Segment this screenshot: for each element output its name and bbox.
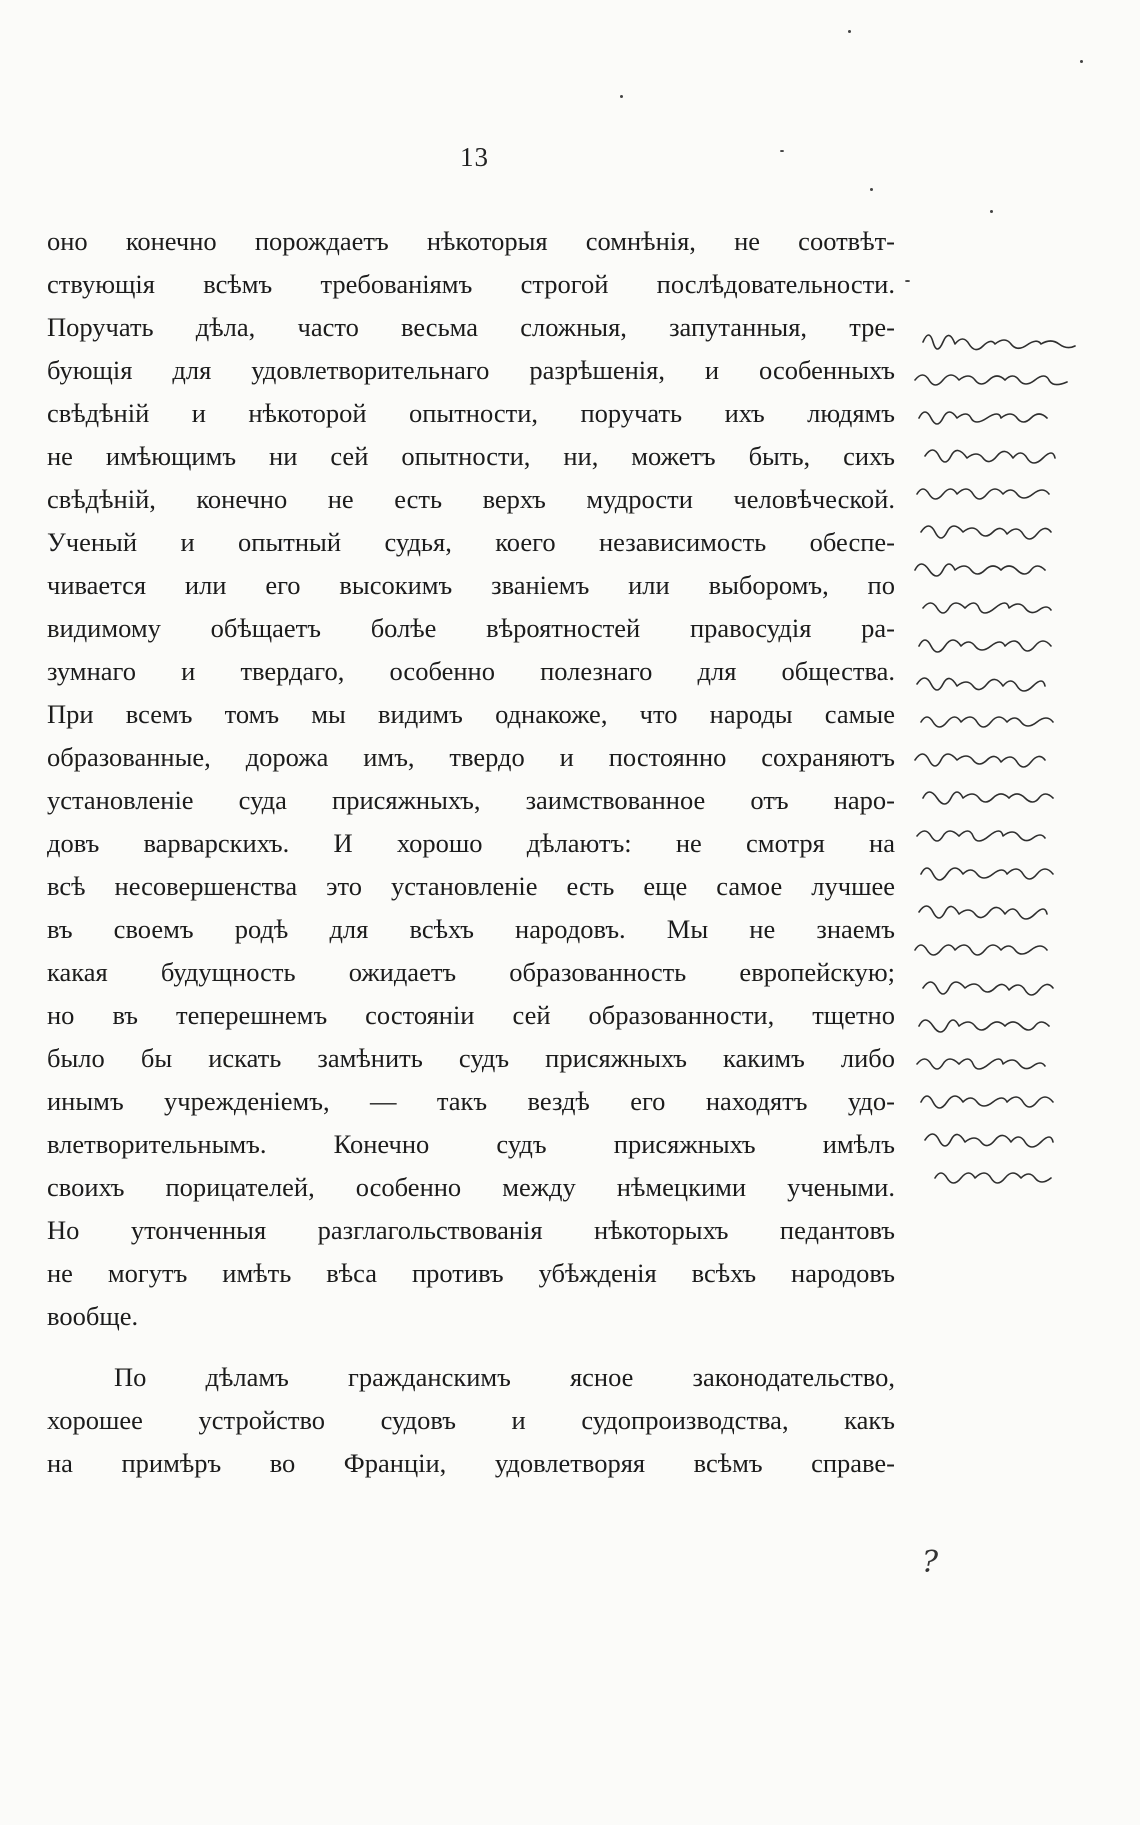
text-line: свѣдѣній и нѣкоторой опытности, поручать ихъ людямъ — [47, 398, 895, 428]
speck-mark — [1080, 60, 1083, 63]
speck-mark — [780, 150, 784, 152]
text-line: не могутъ имѣть вѣса противъ убѣжденія всѣхъ народовъ — [47, 1258, 895, 1288]
paragraph-gap — [47, 1338, 895, 1356]
text-line: бующія для удовлетворительнаго разрѣшенія, и особенныхъ — [47, 355, 895, 385]
text-line: вообще. — [47, 1301, 139, 1331]
text-line: Но утонченныя разглагольствованія нѣкоторыхъ педантовъ — [47, 1215, 895, 1245]
text-line: свѣдѣній, конечно не есть верхъ мудрости человѣческой. — [47, 484, 895, 514]
text-line: не имѣющимъ ни сей опытности, ни, можетъ быть, сихъ — [47, 441, 895, 471]
text-line: какая будущность ожидаетъ образованность европейскую; — [47, 957, 895, 987]
text-line: хорошее устройство судовъ и судопроизводства, какъ — [47, 1405, 895, 1435]
text-line: оно конечно порождаетъ нѣкоторыя сомнѣнія, не соотвѣт- — [47, 226, 895, 256]
text-line: Ученый и опытный судья, коего независимость обеспе- — [47, 527, 895, 557]
text-line: При всемъ томъ мы видимъ однакоже, что народы самые — [47, 699, 895, 729]
text-line: видимому обѣщаетъ болѣе вѣроятностей правосудія ра- — [47, 613, 895, 643]
main-text — [47, 220, 895, 1485]
text-line: зумнаго и твердаго, особенно полезнаго для общества. — [47, 656, 895, 686]
text-line: ствующія всѣмъ требованіямъ строгой послѣдовательности. — [47, 269, 895, 299]
handwritten-marginalia — [905, 322, 1140, 1327]
text-line: Поручать дѣла, часто весьма сложныя, запутанныя, тре- — [47, 312, 895, 342]
text-line: въ своемъ родѣ для всѣхъ народовъ. Мы не знаемъ — [47, 914, 895, 944]
handwriting-scribbles — [905, 322, 1140, 1322]
text-line: своихъ порицателей, особенно между нѣмецкими учеными. — [47, 1172, 895, 1202]
text-line: довъ варварскихъ. И хорошо дѣлаютъ: не смотря на — [47, 828, 895, 858]
question-mark-annotation: ? — [922, 1545, 939, 1580]
text-line: образованные, дорожа имъ, твердо и постоянно сохраняютъ — [47, 742, 895, 772]
text-line: но въ теперешнемъ состояніи сей образованности, тщетно — [47, 1000, 895, 1030]
page-number: 13 — [460, 142, 489, 172]
text-line: чивается или его высокимъ званіемъ или выборомъ, по — [47, 570, 895, 600]
text-line: По дѣламъ гражданскимъ ясное законодательство, — [114, 1362, 895, 1392]
text-line: было бы искать замѣнить судъ присяжныхъ какимъ либо — [47, 1043, 895, 1073]
speck-mark — [990, 210, 993, 213]
text-line: влетворительнымъ. Конечно судъ присяжныхъ имѣлъ — [47, 1129, 895, 1159]
text-line: всѣ несовершенства это установленіе есть еще самое лучшее — [47, 871, 895, 901]
speck-mark — [620, 95, 623, 98]
text-line: инымъ учрежденіемъ, — такъ вездѣ его находятъ удо- — [47, 1086, 895, 1116]
speck-mark — [848, 30, 851, 33]
text-line: установленіе суда присяжныхъ, заимствованное отъ наро- — [47, 785, 895, 815]
speck-mark — [905, 280, 910, 282]
speck-mark — [870, 188, 873, 191]
text-line: на примѣръ во Франціи, удовлетворяя всѣмъ справе- — [47, 1448, 895, 1478]
